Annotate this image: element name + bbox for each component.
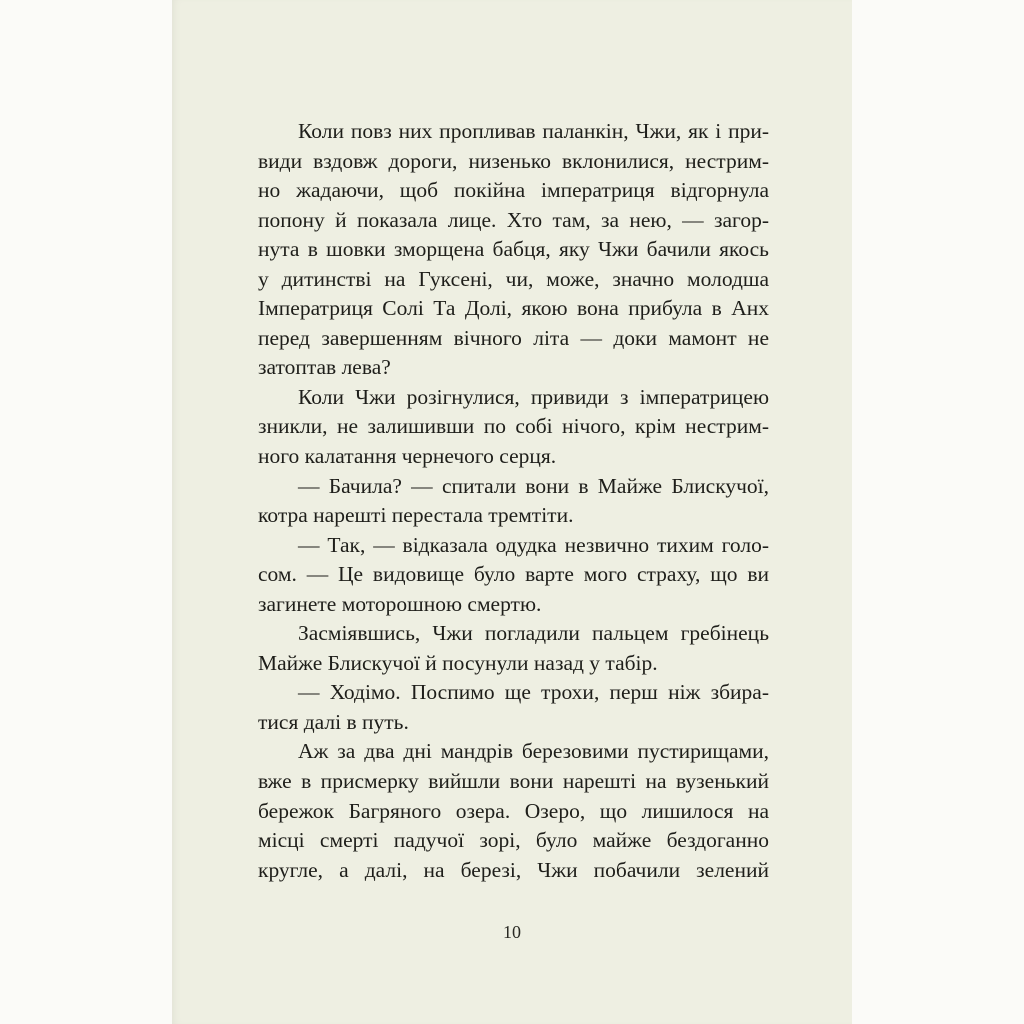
text-line: но жадаючи, щоб покійна імператриця відгорнула	[258, 178, 769, 203]
text-line: котра нарешті перестала тремтіти.	[258, 503, 574, 528]
text-line: затоптав лева?	[258, 355, 391, 380]
text-line: попону й показала лице. Хто там, за нею, — загор-	[258, 207, 769, 232]
text-line: тися далі в путь.	[258, 709, 409, 734]
text-line: Аж за два дні мандрів березовими пустирищами,	[298, 739, 769, 764]
text-line: ного калатання чернечого серця.	[258, 444, 557, 469]
text-line: види вздовж дороги, низенько вклонилися, нестрим-	[258, 148, 769, 173]
text-line: зникли, не залишивши по собі нічого, крім нестрим-	[258, 414, 769, 439]
text-line: — Ходімо. Поспимо ще трохи, перш ніж збира-	[298, 680, 769, 705]
text-line: нута в шовки зморщена бабця, яку Чжи бачили якось	[258, 237, 769, 262]
text-line: перед завершенням вічного літа — доки мамонт не	[258, 325, 769, 350]
text-line: Імператриця Солі Та Долі, якою вона прибула в Анх	[258, 296, 769, 321]
text-line: бережок Багряного озера. Озеро, що лишилося на	[258, 798, 769, 823]
text-line: у дитинстві на Гуксені, чи, може, значно молодша	[258, 266, 769, 291]
text-line: Майже Блискучої й посунули назад у табір.	[258, 650, 658, 675]
text-line: кругле, а далі, на березі, Чжи побачили зелений	[258, 857, 769, 882]
text-line: Коли Чжи розігнулися, привиди з імператрицею	[298, 384, 769, 409]
text-line: загинете моторошною смертю.	[258, 591, 542, 616]
text-line: — Бачила? — спитали вони в Майже Блискучої,	[298, 473, 769, 498]
text-line: вже в присмерку вийшли вони нарешті на вузенький	[258, 769, 769, 794]
text-line: сом. — Це видовище було варте мого страху, що ви	[258, 562, 769, 587]
text-line: місці смерті падучої зорі, було майже бездоганно	[258, 828, 769, 853]
book-page	[172, 0, 852, 1024]
text-line: Коли повз них пропливав паланкін, Чжи, як і при-	[298, 119, 769, 143]
text-line: — Так, — відказала одудка незвично тихим голо-	[298, 532, 769, 557]
page-number: 10	[503, 922, 521, 942]
page-body-text	[258, 117, 769, 885]
text-line: Засміявшись, Чжи погладили пальцем гребінець	[298, 621, 769, 646]
